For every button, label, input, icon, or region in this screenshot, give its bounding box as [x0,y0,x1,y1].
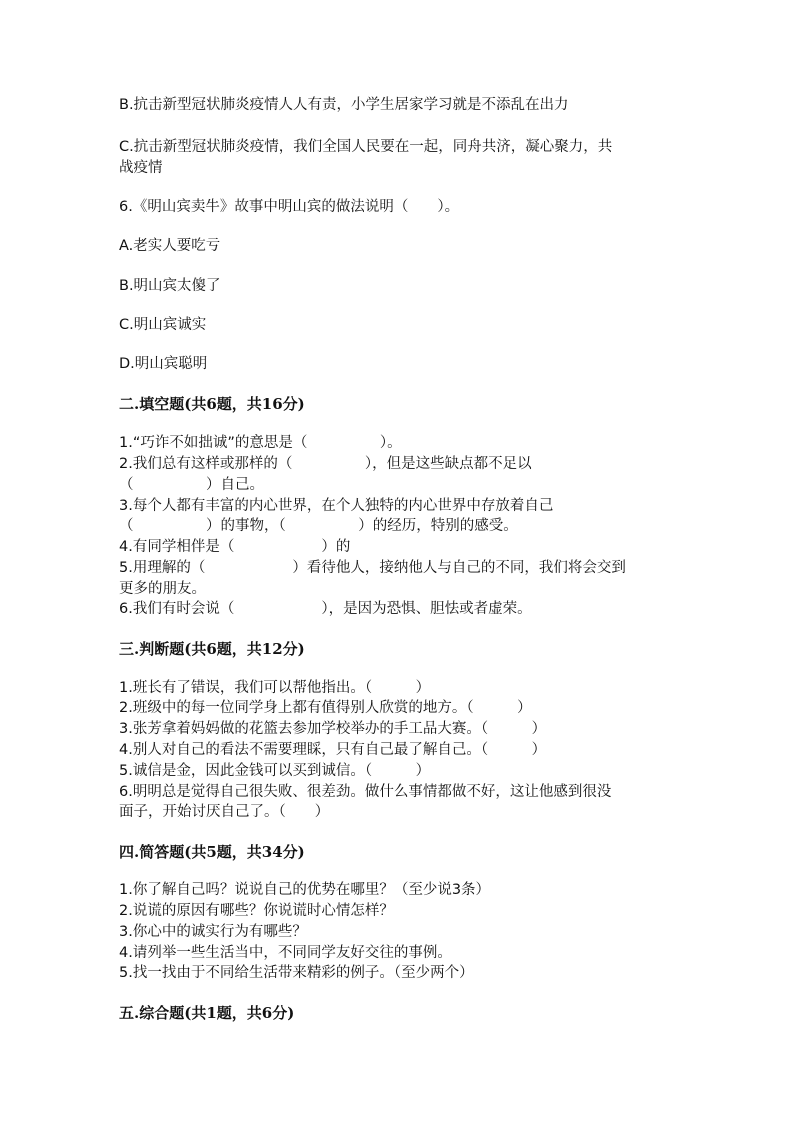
true-false-line: 4.别人对自己的看法不需要理睬，只有自己最了解自己。（ ） [119,742,547,758]
fill-blank-line: 1.“巧诈不如拙诚”的意思是（ ）。 [119,435,402,451]
short-answer-line: 5.找一找由于不同给生活带来精彩的例子。（至少两个） [119,965,474,981]
section-3-heading: 三.判断题(共6题，共12分) [119,640,305,658]
short-answer-line: 1.你了解自己吗？说说自己的优势在哪里？（至少说3条） [119,882,491,898]
fill-blank-line: 5.用理解的（ ）看待他人，接纳他人与自己的不同，我们将会交到 [119,560,626,576]
section-4-heading: 四.简答题(共5题，共34分) [119,843,305,861]
fill-blank-line: 6.我们有时会说（ ），是因为恐惧、胆怯或者虚荣。 [119,601,532,617]
true-false-line: 面子，开始讨厌自己了。（ ） [119,804,330,820]
true-false-line: 5.诚信是金，因此金钱可以买到诚信。（ ） [119,763,431,779]
option-b-text: B.抗击新型冠状肺炎疫情人人有责，小学生居家学习就是不添乱在出力 [119,97,569,113]
true-false-line: 1.班长有了错误，我们可以帮他指出。（ ） [119,680,431,696]
question-6-option-c: C.明山宾诚实 [119,317,207,333]
question-6-option-a: A.老实人要吃亏 [119,238,221,254]
true-false-line: 3.张芳拿着妈妈做的花篮去参加学校举办的手工品大赛。（ ） [119,721,547,737]
short-answer-line: 4.请列举一些生活当中，不同同学友好交往的事例。 [119,945,452,961]
fill-blank-line: 4.有同学相伴是（ ）的 [119,539,351,555]
fill-blank-line: （ ）的事物，（ ）的经历，特别的感受。 [119,518,518,534]
true-false-line: 2.班级中的每一位同学身上都有值得别人欣赏的地方。（ ） [119,700,532,716]
question-6-stem: 6.《明山宾卖牛》故事中明山宾的做法说明（ ）。 [119,199,460,215]
option-c-text-continued: 战疫情 [119,160,163,176]
option-c-text: C.抗击新型冠状肺炎疫情，我们全国人民要在一起，同舟共济，凝心聚力，共 [119,139,613,155]
section-5-heading: 五.综合题(共1题，共6分) [119,1004,295,1022]
question-6-option-b: B.明山宾太傻了 [119,278,221,294]
fill-blank-line: （ ）自己。 [119,477,264,493]
short-answer-line: 3.你心中的诚实行为有哪些？ [119,924,307,940]
question-6-option-d: D.明山宾聪明 [119,356,208,372]
fill-blank-line: 2.我们总有这样或那样的（ ），但是这些缺点都不足以 [119,456,532,472]
fill-blank-line: 3.每个人都有丰富的内心世界，在个人独特的内心世界中存放着自己 [119,498,554,514]
true-false-line: 6.明明总是觉得自己很失败、很差劲。做什么事情都做不好，这让他感到很没 [119,784,612,800]
section-2-heading: 二.填空题(共6题，共16分) [119,395,305,413]
fill-blank-line: 更多的朋友。 [119,581,206,597]
short-answer-line: 2.说谎的原因有哪些？你说谎时心情怎样？ [119,903,394,919]
